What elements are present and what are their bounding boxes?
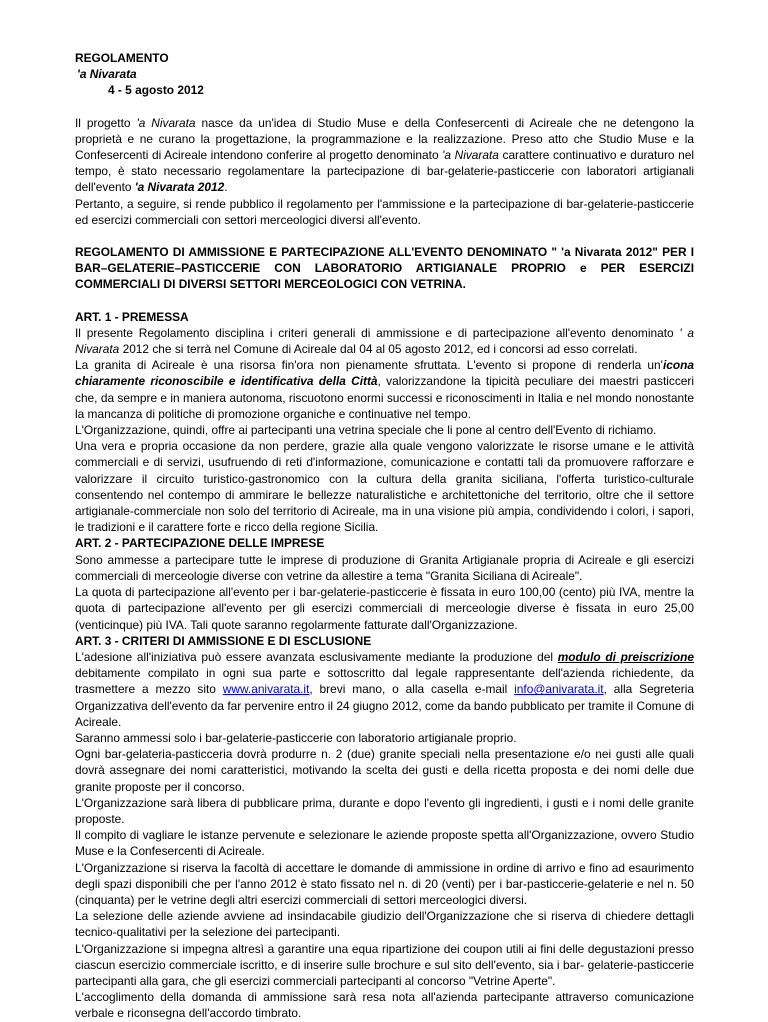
article-1-paragraph-4: Una vera e propria occasione da non perdere, grazie alla quale vengono valorizzate le risorse umane e le attività commerciali e di servizi, usufruendo di reti d'informazione, comunicazione e contatti tali da promuovere rafforzare e valorizzare il circuito turistico-gastronomico con la cultura della granita siciliana, l'offerta turistico-culturale consentendo nel contempo di ammirare le bellezze naturalistiche e architettoniche del territorio, oltre che il settore artigianale-commerciale non solo del territorio di Acireale, ma in una visione più ampia, condividendo i colori, i sapori, le tradizioni e il carattere forte e ricco della regione Sicilia.: [75, 439, 694, 535]
article-3-paragraph-2: Saranno ammessi solo i bar-gelaterie-pasticcerie con laboratorio artigianale proprio.: [75, 730, 517, 745]
main-heading: REGOLAMENTO DI AMMISSIONE E PARTECIPAZIONE ALL'EVENTO DENOMINATO " 'a Nivarata 2012" PER I BAR–GELATERIE–PASTICCERIE CON LABORATORIO ARTIGIANALE PROPRIO e PER ESERCIZI COMMERCIALI DI DIVERSI SETTORI MERCEOLOGICI CON VETRINA.: [75, 245, 694, 292]
event-name: 'a Nivarata: [77, 67, 137, 82]
article-1: [75, 309, 694, 536]
article-3-paragraph-9: L'accoglimento della domanda di ammissione sarà resa nota all'azienda partecipante attraverso comunicazione verbale e riconsegna dell'accordo timbrato.: [75, 990, 694, 1021]
article-3-paragraph-3: Ogni bar-gelateria-pasticceria dovrà produrre n. 2 (due) granite speciali nella presentazione e/o nei gusti alle quali dovrà assegnare dei nomi caratteristici, motivando la scelta dei gusti e della ricetta proposta e dei nomi delle due granite proposte per il concorso.: [75, 747, 694, 794]
website-link[interactable]: www.anivarata.it: [222, 682, 310, 697]
article-1-paragraph-2: La granita di Acireale è una risorsa fin'ora non pienamente sfruttata. L'evento si propone di renderla un'icona chiaramente riconoscibile e identificativa della Città, valorizzandone la tipicità peculiare dei maestri pasticceri che, da sempre e in maniera autonoma, riscuotono enormi successi e riconoscimenti in Italia e nel mondo nonostante la mancanza di politiche di promozione organiche e continuative nel tempo.: [75, 358, 694, 421]
article-3-heading: ART. 3 - CRITERI DI AMMISSIONE E DI ESCLUSIONE: [75, 633, 372, 648]
document-header: [75, 50, 694, 99]
article-2-heading: ART. 2 - PARTECIPAZIONE DELLE IMPRESE: [75, 536, 325, 551]
article-3-paragraph-1: L'adesione all'iniziativa può essere avanzata esclusivamente mediante la produzione del modulo di preiscrizione debitamente compilato in ogni sua parte e sottoscritto dal legale rappresentante dell'azienda richiedente, da trasmettere a mezzo sito www.anivarata.it, brevi mano, o alla casella e-mail info@anivarata.it, alla Segreteria Organizzativa dell'evento da far pervenire entro il 24 giugno 2012, come da bando pubblicato per tramite il Comune di Acireale.: [75, 649, 694, 729]
document-title: REGOLAMENTO: [75, 51, 169, 65]
article-2-paragraph-2: La quota di partecipazione all'evento per i bar-gelaterie-pasticcerie è fissata in euro 100,00 (cento) più IVA, mentre la quota di partecipazione all'evento per gli esercizi commerciali di merceologie diverse è fissata in euro 25,00 (venticinque) più IVA. Tali quote saranno regolarmente fatturate dall'Organizzazione.: [75, 585, 694, 632]
article-3-paragraph-5: Il compito di vagliare le istanze pervenute e selezionare le aziende proposte spetta all'Organizzazione, ovvero Studio Muse e la Confesercenti di Acireale.: [75, 828, 694, 859]
article-3-paragraph-6: L'Organizzazione si riserva la facoltà di accettare le domande di ammissione in ordine di arrivo e fino ad esaurimento degli spazi disponibili che per l'anno 2012 è stato fissato nel n. di 20 (venti) per i bar-pasticcerie-gelaterie e nel n. 50 (cinquanta) per le vetrine degli altri esercizi commerciali di settori merceologici diversi.: [75, 860, 694, 907]
article-2: [75, 535, 694, 632]
article-1-paragraph-1: Il presente Regolamento disciplina i criteri generali di ammissione e di partecipazione all'evento denominato ' a Nivarata 2012 che si terrà nel Comune di Acireale dal 04 al 05 agosto 2012, ed i concorsi ad esso correlati.: [75, 325, 695, 357]
event-dates: 4 - 5 agosto 2012: [108, 83, 204, 98]
article-3-paragraph-8: L'Organizzazione si impegna altresì a garantire una equa ripartizione dei coupon utili ai fini delle degustazioni presso ciascun esercizio commerciale iscritto, e di inserire sulle brochure e sul sito dell'evento, sia i bar- gelaterie-pasticcerie partecipanti alla gara, che gli esercizi commerciali partecipanti al concorso "Vetrine Aperte".: [75, 941, 694, 988]
email-link[interactable]: info@anivarata.it: [514, 682, 604, 697]
intro-paragraph-1: Il progetto 'a Nivarata nasce da un'idea di Studio Muse e della Confesercenti di Acireale che ne detengono la proprietà e ne curano la progettazione, la programmazione e la realizzazione. Preso atto che Studio Muse e la Confesercenti di Acireale intendono conferire al progetto denominato 'a Nivarata carattere continuativo e duraturo nel tempo, è stato necessario regolamentare la partecipazione di bar-gelaterie-pasticcerie con laboratori artigianali dell'evento 'a Nivarata 2012.: [75, 115, 694, 195]
article-2-paragraph-1: Sono ammesse a partecipare tutte le imprese di produzione di Granita Artigianale propria di Acireale e gli esercizi commerciali di merceologie diverse con vetrine da allestire a tema "Granita Siciliana di Acireale".: [75, 552, 694, 583]
article-3-paragraph-7: La selezione delle aziende avviene ad insindacabile giudizio dell'Organizzazione che si riserva di chiedere dettagli tecnico-qualitativi per la selezione dei partecipanti.: [75, 909, 694, 940]
article-1-paragraph-3: L'Organizzazione, quindi, offre ai partecipanti una vetrina speciale che li pone al centro dell'Evento di richiamo.: [75, 423, 657, 438]
article-3: [75, 633, 694, 1022]
intro-paragraph-2: Pertanto, a seguire, si rende pubblico il regolamento per l'ammissione e la partecipazione di bar-gelaterie-pasticcerie ed esercizi commerciali con settori merceologici diversi all'evento.: [75, 196, 694, 227]
article-3-paragraph-4: L'Organizzazione sarà libera di pubblicare prima, durante e dopo l'evento gli ingredienti, i gusti e i nomi delle granite proposte.: [75, 795, 694, 826]
article-1-heading: ART. 1 - PREMESSA: [75, 309, 189, 324]
